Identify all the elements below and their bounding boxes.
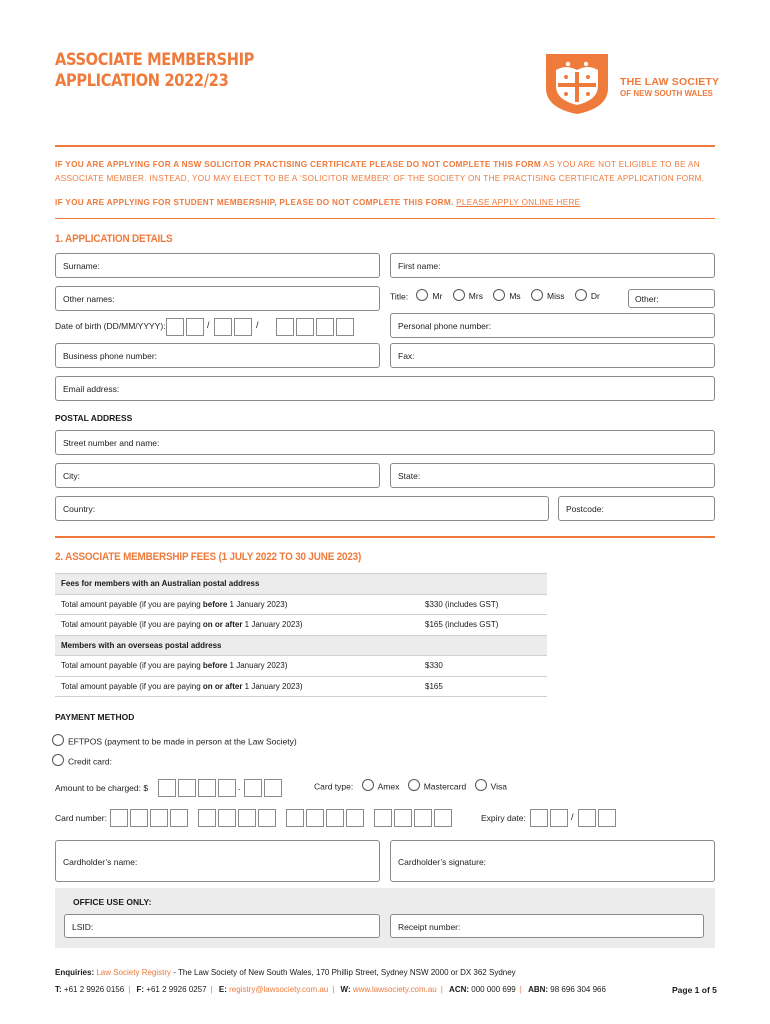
state-field[interactable]: State:	[390, 463, 715, 488]
amount-label: Amount to be charged: $	[55, 783, 149, 793]
card-type-group: Card type: Amex Mastercard Visa	[314, 781, 507, 793]
dob-year-cells[interactable]	[276, 318, 356, 336]
section1-divider	[55, 536, 715, 538]
cardholder-name-field[interactable]: Cardholder’s name:	[55, 840, 380, 882]
email-field[interactable]: Email address:	[55, 376, 715, 401]
footer-contacts: T: +61 2 9926 0156 | F: +61 2 9926 0257 | E: registry@lawsociety.com.au | W: www.lawsociety.com.au | ACN: 000 000 699 | ABN: 98 696 304 966	[55, 985, 606, 994]
card-mastercard-radio[interactable]	[408, 779, 420, 791]
receipt-number-field[interactable]: Receipt number:	[390, 914, 704, 938]
business-phone-field[interactable]: Business phone number:	[55, 343, 380, 368]
credit-card-option[interactable]: Credit card:	[52, 756, 112, 768]
street-field[interactable]: Street number and name:	[55, 430, 715, 455]
city-field[interactable]: City:	[55, 463, 380, 488]
form-title: ASSOCIATE MEMBERSHIP APPLICATION 2022/23	[55, 50, 255, 91]
apply-online-link[interactable]: PLEASE APPLY ONLINE HERE	[456, 198, 581, 207]
title-mrs-radio[interactable]	[453, 289, 465, 301]
other-names-field[interactable]: Other names:	[55, 286, 380, 311]
logo-wordmark: THE LAW SOCIETY OF NEW SOUTH WALES	[620, 76, 720, 98]
title-ms-radio[interactable]	[493, 289, 505, 301]
notice-practising-certificate: IF YOU ARE APPLYING FOR A NSW SOLICITOR PRACTISING CERTIFICATE PLEASE DO NOT COMPLETE THIS FORM AS YOU ARE NOT ELIGIBLE TO BE AN ASSOCIATE MEMBER. INSTEAD, YOU MAY ELECT TO BE A ‘SOLICITOR MEMBER’ OF THE SOCIETY ON THE PRACTISING CERTIFICATE APPLICATION FORM.	[55, 160, 705, 183]
title-other-field[interactable]: Other:	[628, 289, 715, 308]
card-number-label: Card number:	[55, 813, 107, 823]
title-dr-radio[interactable]	[575, 289, 587, 301]
table-row: Total amount payable (if you are paying before 1 January 2023) $330	[55, 656, 547, 677]
title-mr-radio[interactable]	[416, 289, 428, 301]
card-number-group-1[interactable]	[110, 809, 190, 827]
postal-address-heading: POSTAL ADDRESS	[55, 413, 133, 423]
expiry-label: Expiry date:	[481, 813, 526, 823]
table-row: Total amount payable (if you are paying on or after 1 January 2023) $165 (includes GST)	[55, 615, 547, 636]
amount-cents-cells[interactable]	[244, 779, 284, 797]
table-row: Total amount payable (if you are paying on or after 1 January 2023) $165	[55, 676, 547, 697]
eftpos-radio[interactable]	[52, 734, 64, 746]
amount-dollars-cells[interactable]	[158, 779, 238, 797]
notice-student-membership: IF YOU ARE APPLYING FOR STUDENT MEMBERSHIP, PLEASE DO NOT COMPLETE THIS FORM. PLEASE APPLY ONLINE HERE	[55, 198, 581, 207]
notice-divider	[55, 218, 715, 219]
surname-field[interactable]: Surname:	[55, 253, 380, 278]
expiry-year-cells[interactable]	[578, 809, 618, 827]
section-fees-heading: 2. ASSOCIATE MEMBERSHIP FEES (1 JULY 2022 TO 30 JUNE 2023)	[55, 551, 362, 563]
card-number-group-4[interactable]	[374, 809, 454, 827]
section-application-details-heading: 1. APPLICATION DETAILS	[55, 233, 173, 245]
lsid-field[interactable]: LSID:	[64, 914, 380, 938]
dob-label: Date of birth (DD/MM/YYYY):	[55, 321, 166, 331]
payment-method-heading: PAYMENT METHOD	[55, 712, 135, 722]
card-amex-radio[interactable]	[362, 779, 374, 791]
footer-website-link[interactable]: www.lawsociety.com.au	[350, 985, 437, 994]
cardholder-signature-field[interactable]: Cardholder’s signature:	[390, 840, 715, 882]
card-number-group-3[interactable]	[286, 809, 366, 827]
credit-card-radio[interactable]	[52, 754, 64, 766]
country-field[interactable]: Country:	[55, 496, 549, 521]
header-divider	[55, 145, 715, 147]
title-miss-radio[interactable]	[531, 289, 543, 301]
title-radio-group: Title: Mr Mrs Ms Miss Dr	[390, 291, 602, 303]
first-name-field[interactable]: First name:	[390, 253, 715, 278]
dob-day-cells[interactable]	[166, 318, 206, 336]
table-row: Members with an overseas postal address	[55, 635, 547, 656]
card-visa-radio[interactable]	[475, 779, 487, 791]
footer-enquiries: Enquiries: Law Society Registry - The Law Society of New South Wales, 170 Phillip Street, Sydney NSW 2000 or DX 362 Sydney	[55, 968, 516, 977]
fees-table	[55, 573, 547, 697]
eftpos-option[interactable]: EFTPOS (payment to be made in person at the Law Society)	[52, 736, 297, 748]
personal-phone-field[interactable]: Personal phone number:	[390, 313, 715, 338]
footer-email-link[interactable]: registry@lawsociety.com.au	[226, 985, 329, 994]
postcode-field[interactable]: Postcode:	[558, 496, 715, 521]
office-use-heading: OFFICE USE ONLY:	[73, 897, 152, 907]
table-row: Total amount payable (if you are paying before 1 January 2023) $330 (includes GST)	[55, 594, 547, 615]
expiry-month-cells[interactable]	[530, 809, 570, 827]
page-number: Page 1 of 5	[672, 985, 717, 995]
table-row: Fees for members with an Australian postal address	[55, 574, 547, 595]
fax-field[interactable]: Fax:	[390, 343, 715, 368]
form-page: ASSOCIATE MEMBERSHIP APPLICATION 2022/23 THE LAW SOCIETY OF NEW SOUTH WALES IF YOU ARE APPLYING FOR A NSW SOLICITOR PRACTISING CERTIFICATE PLEASE DO NOT COMPLETE THIS FORM AS YOU ARE NOT ELIGIBLE TO BE AN ASSOCIATE MEMBER. INSTEAD, YOU MAY ELECT TO BE A ‘SOLICITOR MEMBER’ OF THE SOCIETY ON THE PRACTISING CERTIFICATE APPLICATION FORM. IF YOU ARE APPLYING FOR STUDENT MEMBERSHIP, PLEASE DO NOT COMPLETE THIS FORM. PLEASE APPLY ONLINE HERE 1. APPLICATION DETAILS Surname: First name: Other names: Title: Mr Mrs Ms Miss Dr Other: Date of birth (DD/MM/YYYY): / / Personal phone number: Business phone number: Fax: Email address: POSTAL ADDRESS Street number and name: City: State: Country: Postcode: 2. ASSOCIATE MEMBERSHIP FEES (1 JULY 2022 TO 30 JUNE 2023) Fees for members with an Australian postal address Total amount payable (if you are paying before 1 January 2023) $330 (includes GST) Total amount payable (if you are paying on or after 1 January 2023) $165 (includes GST) Members with an overseas postal address Total amount payable (if you are paying before 1 January 2023) $330 Total amount payable (if you are paying on or after 1 January 2023) $165 PAYMENT METHOD EFTPOS (payment to be made in person at the Law Society) Credit card: Amount to be charged: $ . Card type: Amex Mastercard Visa Card number: Expiry date: / Cardholder’s name: Cardholder’s signature: OFFICE USE ONLY: LSID: Receipt number: Enquiries: Law Society Registry - The Law Society of New South Wales, 170 Phillip Street, Sydney NSW 2000 or DX 362 Sydney T: +61 2 9926 0156 | F: +61 2 9926 0257 | E: registry@lawsociety.com.au | W: www.lawsociety.com.au | ACN: 000 000 699 | ABN: 98 696 304 966 Page 1 of 5	[0, 0, 770, 1024]
dob-month-cells[interactable]	[214, 318, 254, 336]
card-number-group-2[interactable]	[198, 809, 278, 827]
